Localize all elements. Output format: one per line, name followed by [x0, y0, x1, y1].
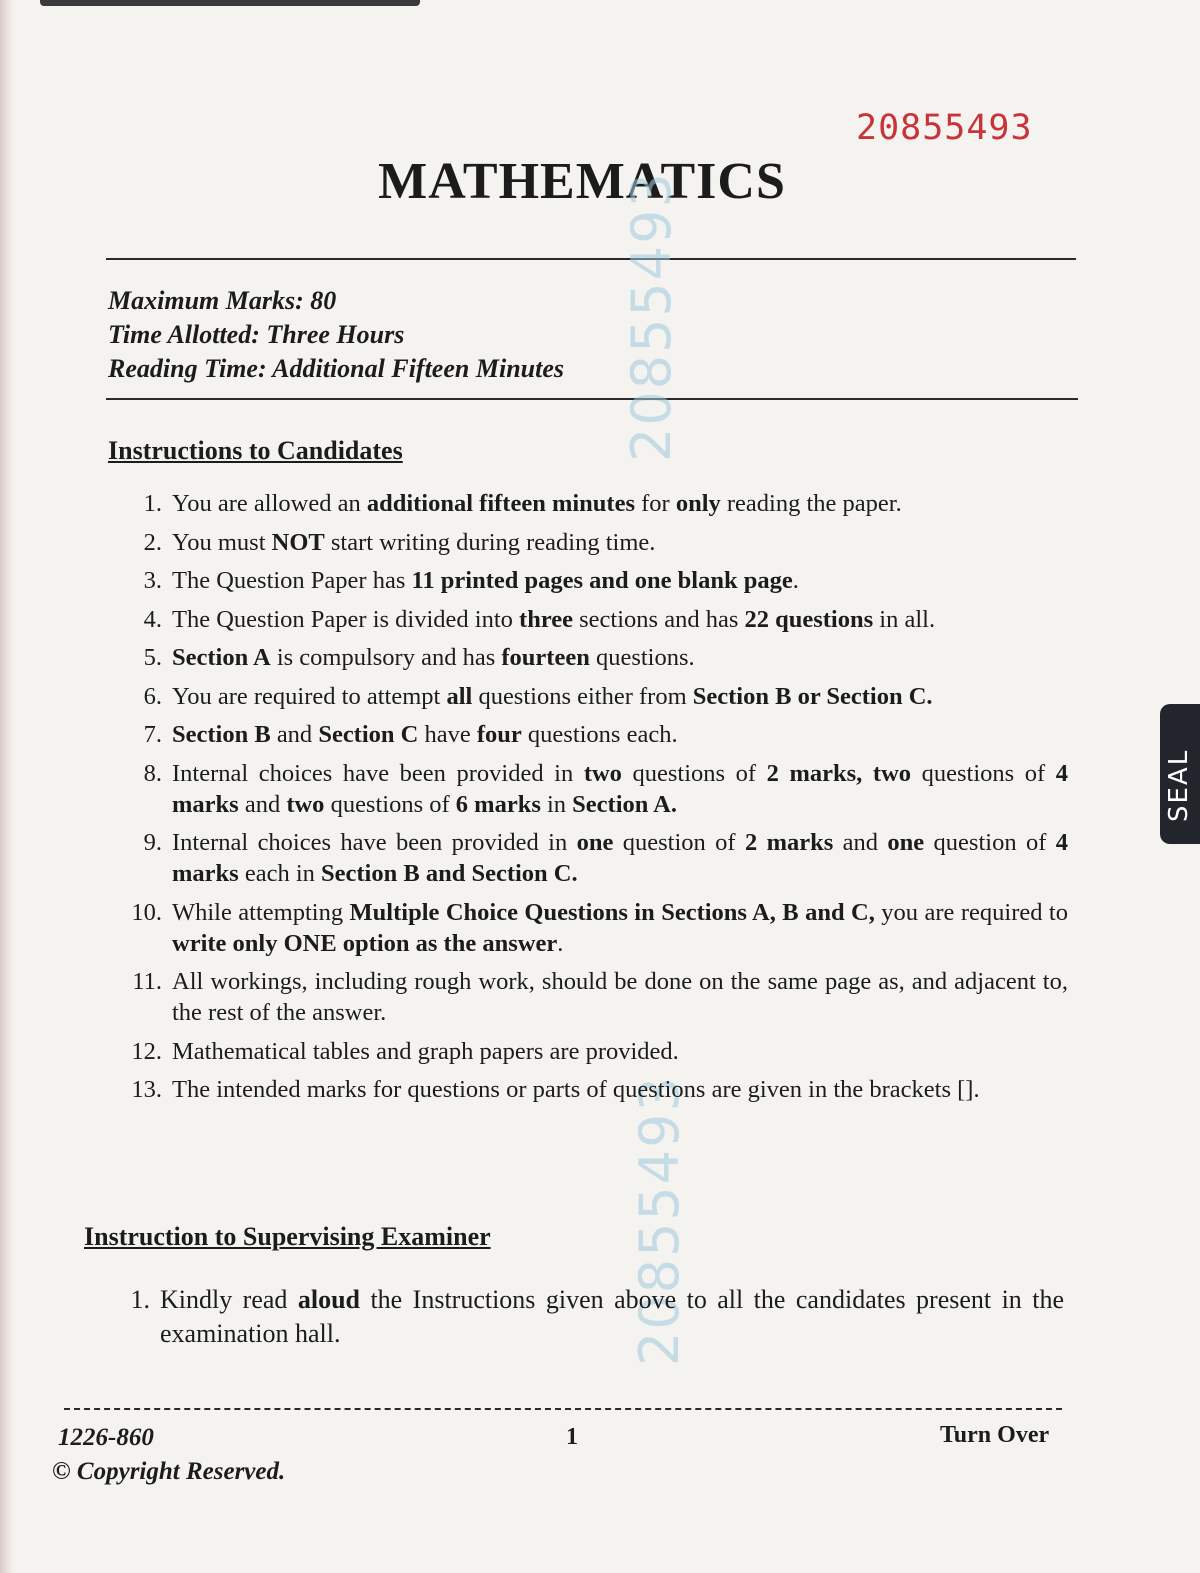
bold-text: one: [576, 829, 614, 856]
instruction-text: [172, 719, 1068, 750]
instruction-number: 1.: [143, 490, 162, 517]
bold-text: fourteen: [501, 644, 590, 671]
page-number: 1: [566, 1424, 578, 1450]
text-run: questions.: [589, 644, 695, 671]
text-run: you are required to: [874, 898, 1068, 926]
text-run: Internal choices have been provided in: [172, 759, 584, 787]
instruction-number: 12.: [131, 1037, 162, 1065]
instruction-text: [172, 604, 1068, 635]
instruction-text: [172, 827, 1068, 889]
text-run: .: [792, 567, 799, 594]
bold-text: 4 marks: [172, 759, 1068, 818]
max-marks: Maximum Marks: 80: [108, 286, 337, 315]
bold-text: additional fifteen minutes: [366, 490, 635, 517]
text-run: Internal choices have been provided in: [172, 829, 577, 856]
text-run: The Question Paper has: [172, 567, 412, 594]
text-run: [862, 760, 873, 787]
bold-text: four: [476, 721, 522, 748]
instruction-number: 4.: [143, 605, 162, 633]
time-allotted: Time Allotted: Three Hours: [108, 320, 405, 349]
text-run: sections and has: [573, 605, 745, 633]
bold-text: 2 marks,: [766, 759, 863, 787]
bold-text: 4 marks: [172, 829, 1069, 887]
text-run: and: [833, 829, 888, 856]
instruction-text: [172, 897, 1068, 959]
instruction-number: 5.: [143, 644, 162, 671]
instructions-list: [108, 488, 1068, 1113]
examiner-heading: Instruction to Supervising Examiner: [84, 1222, 491, 1251]
instruction-item: [108, 488, 1068, 519]
text-run: in all.: [873, 605, 936, 633]
page-edge-shadow: [0, 0, 14, 1573]
bold-text: Section A: [172, 644, 271, 671]
instruction-number: 2.: [143, 528, 162, 556]
candidates-heading: Instructions to Candidates: [108, 436, 403, 465]
instruction-text: [172, 565, 1068, 596]
examiner-instruction-number: 1.: [130, 1285, 150, 1314]
instruction-item: [108, 1074, 1068, 1105]
instruction-text: [172, 1036, 1068, 1067]
text-run: for: [634, 490, 676, 517]
bold-text: aloud: [297, 1285, 361, 1314]
bold-text: one: [887, 829, 925, 856]
text-run: You are allowed an: [172, 490, 367, 517]
text-run: in: [540, 790, 573, 818]
instruction-item: [108, 681, 1068, 712]
text-run: start writing during reading time.: [324, 528, 656, 556]
text-run: Mathematical tables and graph papers are provided.: [172, 1037, 679, 1065]
bold-text: Section C: [318, 721, 419, 748]
text-run: The intended marks for questions or parts of questions are given in the brackets [].: [172, 1076, 980, 1103]
text-run: questions each.: [521, 721, 678, 748]
top-rule: [106, 258, 1076, 260]
bold-text: Section A.: [572, 790, 677, 818]
examiner-instruction-text: [160, 1283, 1064, 1351]
text-run: All workings, including rough work, should be done on the same page as, and adjacent to, the rest of the answer.: [172, 968, 1068, 1026]
instruction-number: 8.: [143, 759, 162, 787]
instruction-number: 6.: [143, 682, 162, 710]
bold-text: two: [872, 759, 912, 787]
bold-text: NOT: [271, 528, 325, 556]
text-run: is compulsory and has: [270, 644, 502, 671]
instruction-item: [108, 642, 1068, 673]
text-run: questions of: [324, 790, 456, 818]
instruction-item: [108, 604, 1068, 635]
turn-over-label: Turn Over: [940, 1422, 1050, 1448]
bottom-rule: [106, 398, 1078, 400]
instruction-number: 13.: [131, 1076, 162, 1103]
page-top-edge: [40, 0, 420, 6]
instruction-text: [172, 488, 1068, 519]
text-run: each in: [238, 860, 322, 887]
instruction-number: 11.: [132, 968, 162, 995]
instruction-text: [172, 1074, 1068, 1105]
text-run: have: [418, 721, 477, 748]
bold-text: 11 printed pages and one blank page: [411, 567, 793, 594]
text-run: You are required to attempt: [172, 682, 447, 710]
reading-time: Reading Time: Additional Fifteen Minutes: [108, 354, 564, 383]
copyright-notice: © Copyright Reserved.: [52, 1458, 286, 1485]
instruction-item: [108, 565, 1068, 596]
text-run: You must: [172, 528, 272, 556]
bold-text: Section B: [172, 721, 271, 748]
instruction-number: 9.: [143, 829, 162, 856]
instruction-item: [108, 527, 1068, 558]
instruction-number: 3.: [143, 567, 162, 594]
instruction-item: [108, 758, 1068, 820]
text-run: and: [238, 790, 287, 818]
bold-text: two: [583, 759, 622, 787]
bold-text: two: [286, 790, 325, 818]
bold-text: only: [675, 490, 721, 517]
bold-text: Section B and Section C.: [321, 860, 578, 887]
bold-text: write only ONE option as the answer: [172, 929, 558, 957]
page-title: MATHEMATICS: [378, 153, 786, 210]
bold-text: 6 marks: [455, 790, 541, 818]
seal-label: SEAL: [1164, 748, 1194, 822]
text-run: reading the paper.: [720, 490, 902, 517]
instruction-text: [172, 642, 1068, 673]
instruction-number: 7.: [143, 721, 162, 748]
text-run: The Question Paper is divided into: [172, 605, 520, 633]
instruction-text: [172, 966, 1068, 1028]
text-run: the Instructions given above to all the candidates present in the examination hall.: [160, 1285, 1065, 1348]
instruction-item: [108, 827, 1068, 889]
bold-text: three: [519, 605, 574, 633]
text-run: While attempting: [172, 898, 350, 926]
bold-text: Multiple Choice Questions in Sections A, B and C,: [349, 898, 875, 926]
exam-meta: [108, 284, 564, 386]
watermark-top: 20855493: [620, 171, 683, 462]
text-run: questions either from: [472, 682, 693, 710]
bold-text: all: [446, 682, 473, 710]
watermark-bottom: 20855493: [628, 1075, 691, 1366]
instruction-text: [172, 527, 1068, 558]
paper-code: 1226-860: [58, 1424, 154, 1451]
bold-text: 22 questions: [744, 605, 874, 633]
text-run: question of: [613, 829, 745, 856]
text-run: .: [557, 929, 564, 957]
instruction-item: [108, 966, 1068, 1028]
text-run: and: [270, 721, 319, 748]
instruction-item: [108, 897, 1068, 959]
instruction-text: [172, 681, 1068, 712]
instruction-text: [172, 758, 1068, 820]
text-run: question of: [924, 829, 1056, 856]
instruction-item: [108, 1036, 1068, 1067]
instruction-number: 10.: [131, 898, 162, 926]
text-run: questions of: [911, 759, 1056, 787]
text-run: Kindly read: [160, 1285, 298, 1314]
examiner-instruction: [100, 1283, 1064, 1359]
bold-text: 2 marks: [744, 829, 834, 856]
text-run: questions of: [621, 759, 767, 787]
instruction-item: [108, 719, 1068, 750]
bold-text: Section B or Section C.: [692, 682, 933, 710]
serial-number: 20855493: [856, 108, 1033, 148]
footer-divider: [64, 1408, 1062, 1410]
